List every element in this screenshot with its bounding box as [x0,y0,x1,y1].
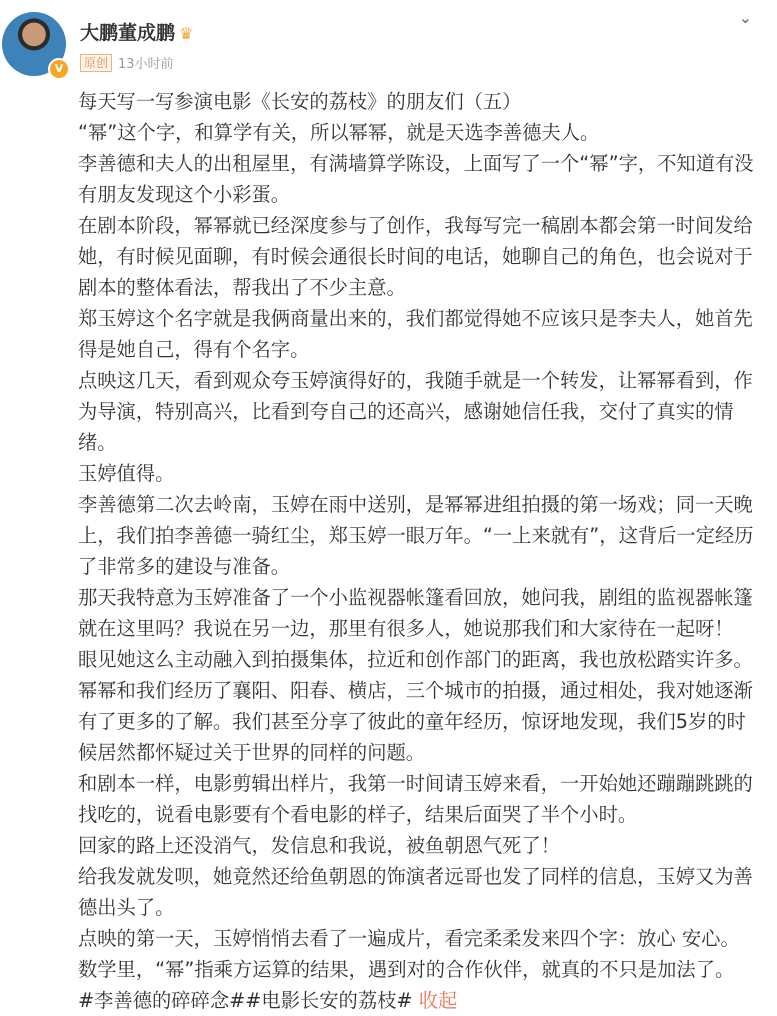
collapse-link[interactable]: 收起 [418,989,458,1012]
hashtag-link[interactable]: #李善德的碎碎念##电影长安的荔枝# [78,989,413,1012]
post-paragraph: 在剧本阶段，幂幂就已经深度参与了创作，我每写完一稿剧本都会第一时间发给她，有时候见面聊，有时候会通很长时间的电话，她聊自己的角色，也会说对于剧本的整体看法，帮我出了不少主意。 [78,214,753,299]
post-paragraph: 玉婷值得。 [78,462,175,485]
post-paragraph: 点映这几天，看到观众夸玉婷演得好的，我随手就是一个转发，让幂幂看到，作为导演，特别高兴，比看到夸自己的还高兴，感谢她信任我，交付了真实的情绪。 [78,369,753,454]
original-badge: 原创 [80,54,112,72]
v-badge-icon: V [48,58,70,80]
post-paragraph: 数学里，“幂”指乘方运算的结果，遇到对的合作伙伴，就真的不只是加法了。 [78,958,735,981]
post-paragraph: 幂幂和我们经历了襄阳、阳春、横店，三个城市的拍摄，通过相处，我对她逐渐有了更多的了解。我们甚至分享了彼此的童年经历，惊讶地发现，我们5岁的时候居然都怀疑过关于世界的同样的问题。 [78,679,753,764]
post-content [78,86,764,1016]
post-paragraph: 给我发就发呗，她竟然还给鱼朝恩的饰演者远哥也发了同样的信息，玉婷又为善德出头了。 [78,865,753,919]
post-time[interactable]: 13小时前 [118,57,174,72]
post-paragraph: 每天写一写参演电影《长安的荔枝》的朋友们（五） [78,90,522,113]
post-header [0,0,777,82]
post-paragraph: 回家的路上还没消气，发信息和我说，被鱼朝恩气死了！ [78,834,561,857]
user-name[interactable]: 大鹏董成鹏 ♛ [80,22,194,44]
post-paragraph: 李善德第二次去岭南，玉婷在雨中送别，是幂幂进组拍摄的第一场戏；同一天晚上，我们拍李善德一骑红尘，郑玉婷一眼万年。“一上来就有”，这背后一定经历了非常多的建设与准备。 [78,493,754,578]
post-paragraph: 点映的第一天，玉婷悄悄去看了一遍成片，看完柔柔发来四个字：放心 安心。 [78,927,740,950]
crown-icon: ♛ [179,24,194,43]
post-paragraph: 眼见她这么主动融入到拍摄集体，拉近和创作部门的距离，我也放松踏实许多。 [78,648,753,671]
hashtag-line [78,985,764,1016]
post-meta [80,53,174,72]
post-paragraph: 郑玉婷这个名字就是我俩商量出来的，我们都觉得她不应该只是李夫人，她首先得是她自己，得有个名字。 [78,307,753,361]
chevron-down-icon[interactable]: ⌄ [738,8,752,27]
post-paragraph: 和剧本一样，电影剪辑出样片，我第一时间请玉婷来看，一开始她还蹦蹦跳跳的找吃的，说看电影要有个看电影的样子，结果后面哭了半个小时。 [78,772,753,826]
post-paragraph: “幂”这个字，和算学有关，所以幂幂，就是天选李善德夫人。 [78,121,600,144]
post-paragraph: 李善德和夫人的出租屋里，有满墙算学陈设，上面写了一个“幂”字，不知道有没有朋友发现这个小彩蛋。 [78,152,754,206]
post-paragraph: 那天我特意为玉婷准备了一个小监视器帐篷看回放，她问我，剧组的监视器帐篷就在这里吗？我说在另一边，那里有很多人，她说那我们和大家待在一起呀！ [78,586,753,640]
